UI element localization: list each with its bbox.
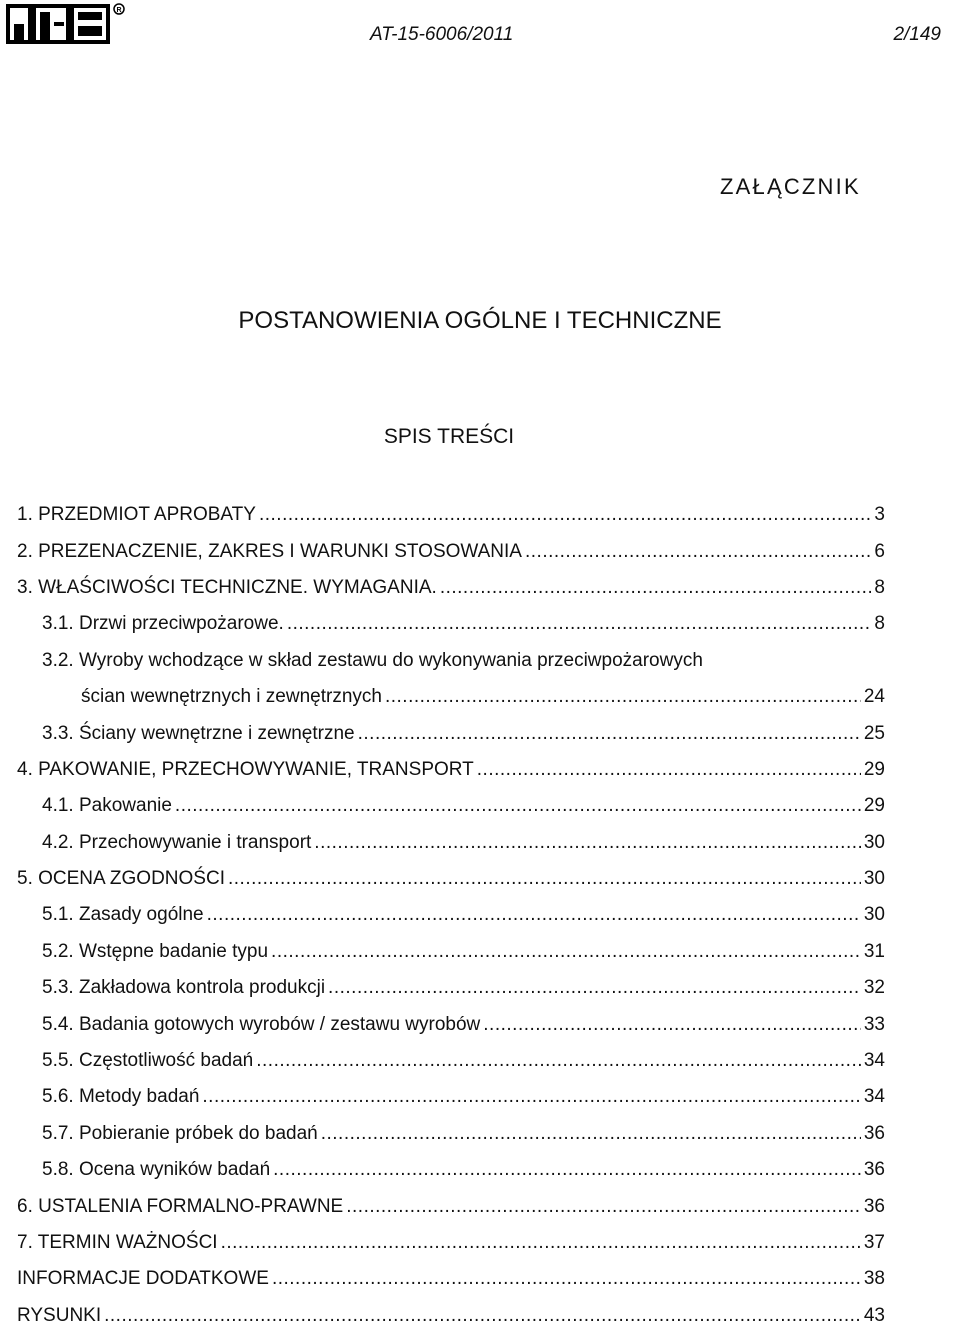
page-number: 2/149 bbox=[893, 24, 941, 45]
toc-title: SPIS TREŚCI bbox=[383, 425, 515, 448]
toc-entry-page: 29 bbox=[863, 795, 885, 817]
toc-entry-page: 32 bbox=[863, 977, 885, 999]
toc-entry-page: 36 bbox=[863, 1195, 885, 1217]
toc-entry[interactable] bbox=[17, 1261, 885, 1297]
toc-entry-label: INFORMACJE DODATKOWE bbox=[17, 1268, 269, 1290]
toc-leader-dots bbox=[271, 941, 861, 963]
toc-entry[interactable] bbox=[17, 1188, 885, 1224]
toc-entry[interactable] bbox=[17, 715, 885, 751]
toc-entry-label: 4.1. Pakowanie bbox=[42, 795, 172, 817]
toc-entry-page: 30 bbox=[863, 904, 885, 926]
toc-leader-dots bbox=[525, 541, 871, 563]
toc-entry[interactable] bbox=[17, 1043, 885, 1079]
toc-leader-dots bbox=[207, 904, 861, 926]
toc-entry[interactable] bbox=[17, 861, 885, 897]
toc-leader-dots bbox=[272, 1268, 861, 1290]
toc-leader-dots bbox=[346, 1196, 861, 1218]
toc-leader-dots bbox=[385, 686, 861, 708]
toc-leader-dots bbox=[273, 1159, 861, 1181]
toc-entry-page: 3 bbox=[874, 504, 885, 526]
toc-entry-page: 30 bbox=[863, 831, 885, 853]
toc-entry-label: 3.3. Ściany wewnętrzne i zewnętrzne bbox=[42, 722, 355, 744]
toc-entry[interactable] bbox=[17, 1225, 885, 1261]
toc-entry-page: 38 bbox=[863, 1268, 885, 1290]
toc-entry-label: 4. PAKOWANIE, PRZECHOWYWANIE, TRANSPORT bbox=[17, 758, 474, 780]
toc-leader-dots bbox=[477, 759, 861, 781]
toc-entry-label: 1. PRZEDMIOT APROBATY bbox=[17, 504, 256, 526]
toc-entry-label: 5.7. Pobieranie próbek do badań bbox=[42, 1122, 318, 1144]
toc-entry-label: 5.3. Zakładowa kontrola produkcji bbox=[42, 977, 326, 999]
toc-entry[interactable] bbox=[17, 606, 885, 642]
toc-entry-page: 36 bbox=[863, 1159, 885, 1181]
toc-entry[interactable] bbox=[17, 1079, 885, 1115]
toc-entry-label: 5.6. Metody badań bbox=[42, 1086, 200, 1108]
toc-entry-label: 7. TERMIN WAŻNOŚCI bbox=[17, 1232, 218, 1253]
itb-logo bbox=[4, 2, 126, 46]
toc-entry[interactable] bbox=[17, 533, 885, 569]
toc-entry-page: 37 bbox=[863, 1232, 885, 1253]
toc-entry-label: 5.5. Częstotliwość badań bbox=[42, 1050, 254, 1072]
toc-entry[interactable] bbox=[17, 1298, 885, 1334]
annex-label: ZAŁĄCZNIK bbox=[720, 174, 861, 199]
toc-leader-dots bbox=[358, 723, 861, 745]
toc-entry-page: 34 bbox=[863, 1086, 885, 1108]
toc-entry-page: 6 bbox=[874, 540, 885, 562]
toc-leader-dots bbox=[314, 832, 861, 854]
toc-leader-dots bbox=[104, 1305, 861, 1327]
document-number: AT-15-6006/2011 bbox=[370, 24, 514, 45]
toc-entry[interactable] bbox=[17, 788, 885, 824]
toc-leader-dots bbox=[256, 1050, 861, 1072]
toc-leader-dots bbox=[287, 613, 872, 635]
toc-entry-label: 5. OCENA ZGODNOŚCI bbox=[17, 868, 225, 890]
toc-entry[interactable] bbox=[17, 1006, 885, 1042]
toc-leader-dots bbox=[175, 795, 861, 817]
toc-entry-page: 33 bbox=[863, 1013, 885, 1035]
toc-leader-dots bbox=[259, 504, 871, 526]
page-title: POSTANOWIENIA OGÓLNE I TECHNICZNE bbox=[238, 307, 722, 334]
toc-entry-label: 5.2. Wstępne badanie typu bbox=[42, 940, 269, 962]
toc-entry[interactable] bbox=[17, 752, 885, 788]
toc-leader-dots bbox=[202, 1086, 860, 1108]
toc-entry[interactable] bbox=[17, 570, 885, 606]
toc-entry[interactable] bbox=[17, 1116, 885, 1152]
toc-entry-label: 2. PREZENACZENIE, ZAKRES I WARUNKI STOSOWANIA bbox=[17, 540, 522, 562]
toc-entry-page: 8 bbox=[874, 576, 885, 598]
toc-entry-page: 34 bbox=[863, 1050, 885, 1072]
toc-leader-dots bbox=[321, 1123, 861, 1145]
toc-entry-page: 30 bbox=[863, 868, 885, 890]
toc-entry[interactable] bbox=[17, 679, 885, 715]
toc-leader-dots bbox=[483, 1014, 861, 1036]
toc-entry-page: 24 bbox=[863, 686, 885, 708]
toc-leader-dots bbox=[221, 1232, 861, 1254]
toc-leader-dots bbox=[328, 977, 861, 999]
toc-entry[interactable] bbox=[17, 934, 885, 970]
toc-entry-label: 3.1. Drzwi przeciwpożarowe. bbox=[42, 613, 284, 635]
toc-entry-label: 4.2. Przechowywanie i transport bbox=[42, 831, 312, 853]
toc-entry-page: 25 bbox=[863, 722, 885, 744]
toc-entry[interactable] bbox=[17, 897, 885, 933]
toc-entry[interactable] bbox=[17, 643, 885, 679]
toc-entry-label: 3.2. Wyroby wchodzące w skład zestawu do wykonywania przeciwpożarowych bbox=[42, 649, 703, 671]
toc-entry-page: 29 bbox=[863, 758, 885, 780]
toc-entry[interactable] bbox=[17, 970, 885, 1006]
svg-text:R: R bbox=[116, 7, 122, 14]
toc-entry-page: 43 bbox=[863, 1304, 885, 1326]
toc-entry-label: RYSUNKI bbox=[17, 1304, 102, 1326]
toc-leader-dots bbox=[228, 868, 861, 890]
toc-entry[interactable] bbox=[17, 1152, 885, 1188]
toc-entry-label: 5.8. Ocena wyników badań bbox=[42, 1159, 271, 1181]
toc-entry[interactable] bbox=[17, 497, 885, 533]
toc-entry-label: 5.4. Badania gotowych wyrobów / zestawu wyrobów bbox=[42, 1013, 481, 1035]
toc-entry-page: 36 bbox=[863, 1122, 885, 1144]
toc-entry-page: 31 bbox=[863, 940, 885, 962]
toc-entry-page: 8 bbox=[874, 613, 885, 635]
toc-entry-label: ścian wewnętrznych i zewnętrznych bbox=[81, 686, 382, 708]
toc-entry[interactable] bbox=[17, 825, 885, 861]
toc-entry-label: 6. USTALENIA FORMALNO-PRAWNE bbox=[17, 1195, 344, 1217]
toc-leader-dots bbox=[440, 577, 872, 599]
toc-entry-label: 3. WŁAŚCIWOŚCI TECHNICZNE. WYMAGANIA. bbox=[17, 576, 437, 598]
toc-entry-label: 5.1. Zasady ogólne bbox=[42, 904, 204, 926]
table-of-contents bbox=[17, 497, 885, 1334]
